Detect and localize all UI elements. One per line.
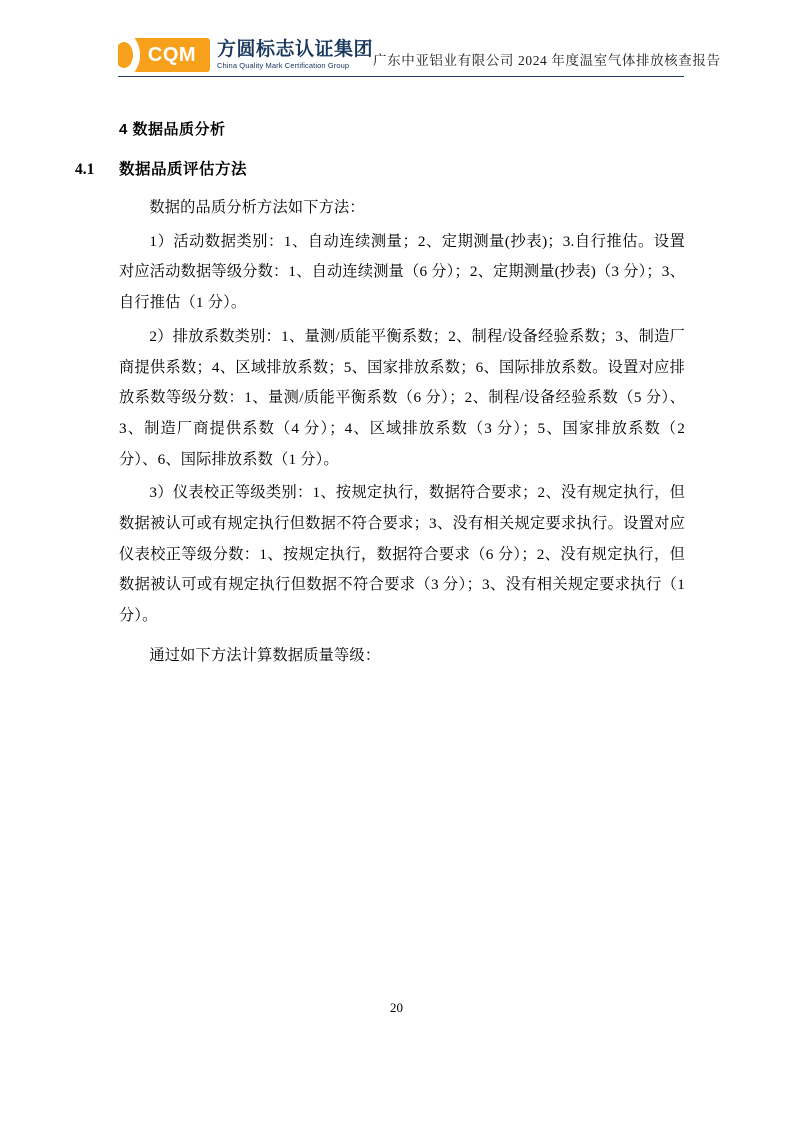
logo-chinese-name: 方圆标志认证集团 [217,39,374,61]
cqm-logo-mark-text: CQM [147,43,197,66]
subsection-heading [75,157,685,179]
header-row [118,28,721,72]
logo-wordmark [217,40,373,70]
cqm-logo [118,38,373,72]
paragraph: 2）排放系数类别：1、量测/质能平衡系数；2、制程/设备经验系数；3、制造厂商提供系数；4、区域排放系数；5、国家排放系数；6、国际排放系数。设置对应排放系数等级分数：1、量测/质能平衡系数（6 分）；2、制程/设备经验系数（5 分）、3、制造厂商提供系数（4 分）；4、区域排放系数（3 分）；5、国家排放系数（2 分）、6、国际排放系数（1 分）。 [119,327,685,468]
header-document-title: 广东中亚铝业有限公司 2024 年度温室气体排放核查报告 [373,53,721,68]
paragraph: 数据的品质分析方法如下方法： [149,199,365,216]
paragraph: 1）活动数据类别：1、自动连续测量；2、定期测量(抄表)；3.自行推估。设置对应活动数据等级分数：1、自动连续测量（6 分）；2、定期测量(抄表)（3 分）；3、自行推估（1 分）。 [119,232,685,312]
paragraph: 通过如下方法计算数据质量等级： [149,646,381,664]
page-content [75,118,685,675]
header-divider [118,76,684,77]
section-heading: 4 数据品质分析 [119,121,226,138]
subsection-number: 4.1 [75,161,95,178]
page-header [118,28,721,78]
subsection-title: 数据品质评估方法 [119,161,248,178]
page-number: 20 [390,1000,403,1015]
logo-english-name: China Quality Mark Certification Group [217,61,350,71]
paragraph: 3）仪表校正等级类别：1、按规定执行，数据符合要求；2、没有规定执行，但数据被认可或有规定执行但数据不符合要求；3、没有相关规定要求执行。设置对应仪表校正等级分数：1、按规定执行，数据符合要求（6 分）；2、没有规定执行，但数据被认可或有规定执行但数据不符合要求（3 分）；3、没有相关规定要求执行（1 分）。 [119,484,685,625]
cqm-logo-mark-icon [118,38,210,72]
